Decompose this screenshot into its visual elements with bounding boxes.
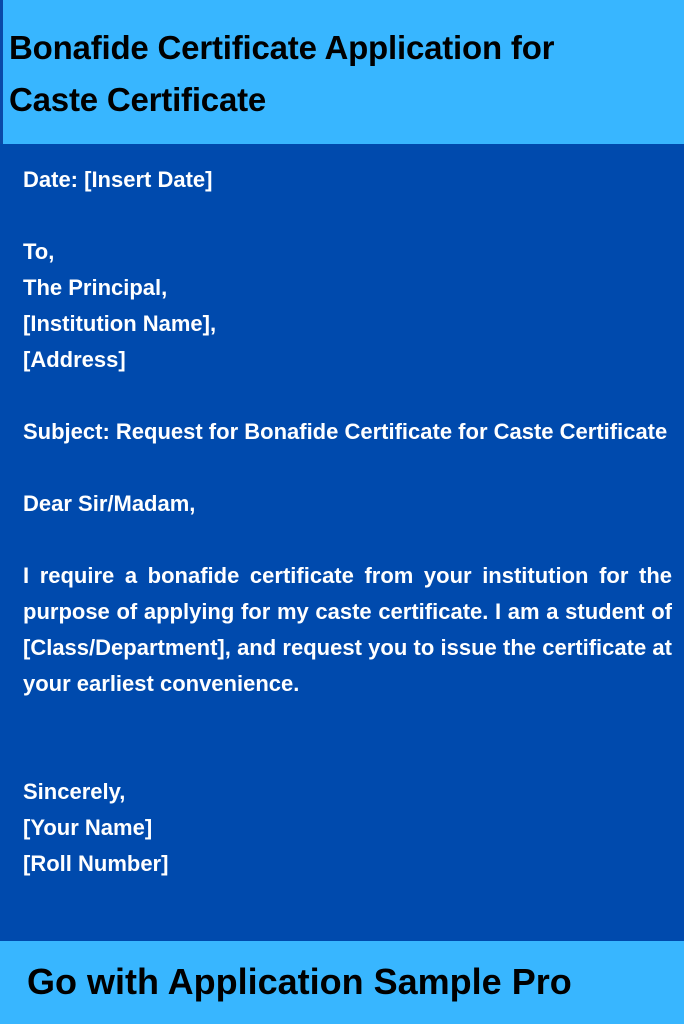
letter-paragraph: I require a bonafide certificate from your institution for the purpose of applying for my caste certificate. I am a student of [Class/Department], and request you to issue the certificate at your earliest convenience. xyxy=(23,563,672,696)
footer-text: Go with Application Sample Pro xyxy=(27,961,572,1002)
title-line-2: Caste Certificate xyxy=(9,81,267,118)
spacer xyxy=(23,198,672,234)
spacer xyxy=(23,378,672,414)
letter-to: To, xyxy=(23,239,55,264)
letter-salutation: Dear Sir/Madam, xyxy=(23,491,196,516)
letter-recipient: The Principal, xyxy=(23,275,168,300)
spacer xyxy=(23,522,672,558)
letter-name: [Your Name] xyxy=(23,815,153,840)
letter-institution: [Institution Name], xyxy=(23,311,217,336)
letter-address: [Address] xyxy=(23,347,126,372)
letter-roll: [Roll Number] xyxy=(23,851,169,876)
spacer xyxy=(23,702,672,774)
page-footer xyxy=(0,941,684,1024)
letter-body xyxy=(0,144,684,941)
letter-subject: Subject: Request for Bonafide Certificate for Caste Certificate xyxy=(23,419,668,444)
letter-closing: Sincerely, xyxy=(23,779,126,804)
spacer xyxy=(23,450,672,486)
page-header xyxy=(0,0,684,144)
page-title xyxy=(9,22,684,126)
title-line-1: Bonafide Certificate Application for xyxy=(9,29,555,66)
letter-date: Date: [Insert Date] xyxy=(23,167,213,192)
